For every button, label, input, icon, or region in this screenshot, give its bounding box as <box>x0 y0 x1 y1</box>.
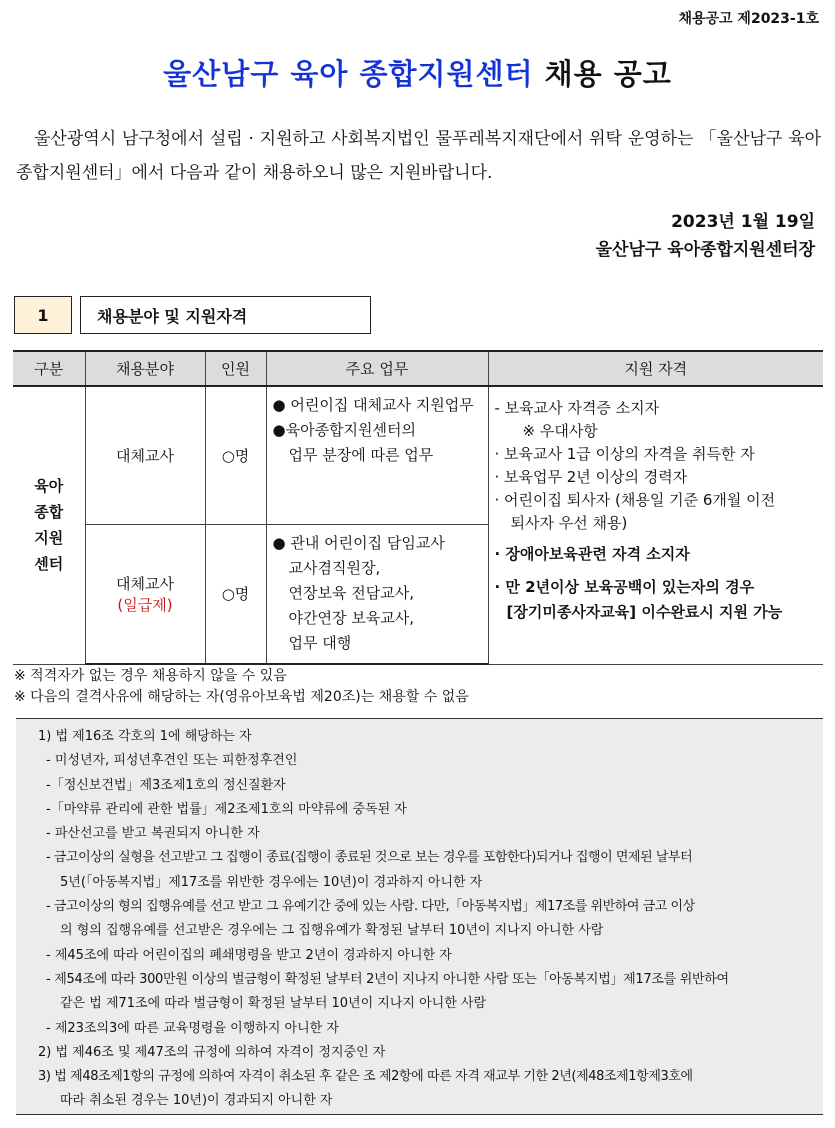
duty-item: 교사겸직원장, <box>288 558 381 577</box>
qualification-item: [장기미종사자교육] 이수완료시 지원 가능 <box>506 603 783 621</box>
duty-item: ● 관내 어린이집 담임교사 <box>272 533 445 552</box>
header-field: 채용분야 <box>85 351 205 386</box>
title-suffix: 채용 공고 <box>544 57 672 91</box>
disqualification-item: 의 형의 집행유예를 선고받은 경우에는 그 집행유예가 확정된 날부터 10년이 지나지 아니한 사람 <box>60 923 604 939</box>
disqualification-item: -「마약류 관리에 관한 법률」제2조제1호의 마약류에 중독된 자 <box>46 801 407 817</box>
recruitment-table <box>13 350 823 665</box>
disqualification-item: - 제23조의3에 따른 교육명령을 이행하지 아니한 자 <box>46 1020 339 1036</box>
disqualification-item: 1) 법 제16조 각호의 1에 해당하는 자 <box>38 729 252 744</box>
qualification-item: - 보육교사 자격증 소지자 <box>494 399 660 417</box>
disqualification-item: 3) 법 제48조제1항의 규정에 의하여 자격이 취소된 후 같은 조 제2항에 따른 자격 재교부 기한 2년(제48조제1항제3호에 <box>38 1069 693 1085</box>
category-text: 종합 <box>34 503 64 522</box>
field-cell <box>85 386 205 524</box>
disqualification-item: 5년(「아동복지법」제17조를 위반한 경우에는 10년)이 경과하지 아니한 자 <box>60 874 483 890</box>
qualification-item: · 보육교사 1급 이상의 자격을 취득한 자 <box>494 445 755 463</box>
disqualification-item: - 제45조에 따라 어린이집의 폐쇄명령을 받고 2년이 경과하지 아니한 자 <box>46 947 452 963</box>
duty-item: 야간연장 보육교사, <box>288 608 414 627</box>
duty-item: 업무 대행 <box>288 633 352 652</box>
field-cell <box>85 524 205 664</box>
qualifications-cell <box>488 386 823 664</box>
announcement-number: 채용공고 제2023-1호 <box>678 11 819 27</box>
section-number: 1 <box>14 296 72 334</box>
disqualification-item: - 금고이상의 형의 집행유예를 선고 받고 그 유예기간 중에 있는 사람. 다만,「아동복지법」제17조를 위반하여 금고 이상 <box>46 899 695 915</box>
section-title: 채용분야 및 지원자격 <box>80 296 371 334</box>
category-text: 센터 <box>34 555 64 574</box>
count-cell: ○명 <box>205 386 266 524</box>
disqualification-item: - 금고이상의 실형을 선고받고 그 집행이 종료(집행이 종료된 것으로 보는 경우를 포함한다)되거나 집행이 면제된 날부터 <box>46 850 693 866</box>
intro-paragraph: 울산광역시 남구청에서 설립 · 지원하고 사회복지법인 물푸레복지재단에서 위탁 운영하는 「울산남구 육아종합지원센터」에서 다음과 같이 채용하오니 많은 지원바랍니다. <box>16 129 821 183</box>
header-count: 인원 <box>205 351 266 386</box>
note-item: ※ 적격자가 없는 경우 채용하지 않을 수 있음 <box>14 668 287 684</box>
note-item: ※ 다음의 결격사유에 해당하는 자(영유아보육법 제20조)는 채용할 수 없음 <box>14 689 469 705</box>
disqualification-item: - 파산선고를 받고 복권되지 아니한 자 <box>46 826 260 842</box>
header-duties: 주요 업무 <box>266 351 488 386</box>
disqualification-item: 같은 법 제71조에 따라 벌금형이 확정된 날부터 10년이 지나지 아니한 사람 <box>60 996 487 1012</box>
duty-item: 연장보육 전담교사, <box>288 583 414 602</box>
header-category: 구분 <box>13 351 85 386</box>
qualification-item: · 만 2년이상 보육공백이 있는자의 경우 <box>494 578 755 596</box>
category-text: 육아 <box>34 477 64 496</box>
table-row <box>13 386 823 524</box>
field-name: 대체교사 <box>116 446 174 465</box>
disqualification-item: -「정신보건법」제3조제1호의 정신질환자 <box>46 777 286 793</box>
qualification-item: ※ 우대사항 <box>522 422 598 440</box>
duty-item: ● 어린이집 대체교사 지원업무 <box>272 396 474 414</box>
qualification-item: · 어린이집 퇴사자 (채용일 기준 6개월 이전 <box>494 491 776 509</box>
qualification-item: 퇴사자 우선 채용) <box>510 514 628 532</box>
disqualification-item: 2) 법 제46조 및 제47조의 규정에 의하여 자격이 정지중인 자 <box>38 1044 386 1060</box>
count-cell: ○명 <box>205 524 266 664</box>
category-cell <box>13 386 85 664</box>
page-title <box>0 52 835 93</box>
duties-cell <box>266 524 488 664</box>
category-text: 지원 <box>34 529 64 548</box>
duty-item: ●육아종합지원센터의 <box>272 421 416 439</box>
duty-item: 업무 분장에 따른 업무 <box>288 446 434 464</box>
header-qualifications: 지원 자격 <box>488 351 823 386</box>
qualification-item: · 장애아보육관련 자격 소지자 <box>494 545 690 563</box>
title-organization: 울산남구 육아 종합지원센터 <box>163 57 534 91</box>
announcement-date: 2023년 1월 19일 <box>671 212 815 232</box>
notes <box>14 666 469 708</box>
disqualification-item: - 미성년자, 피성년후견인 또는 피한정후견인 <box>46 753 298 769</box>
disqualification-item: - 제54조에 따라 300만원 이상의 벌금형이 확정된 날부터 2년이 지나지 아니한 사람 또는「아동복지법」제17조를 위반하여 <box>46 971 729 987</box>
duties-cell <box>266 386 488 524</box>
disqualification-box <box>16 718 823 1115</box>
qualification-item: · 보육업무 2년 이상의 경력자 <box>494 468 688 486</box>
issuer: 울산남구 육아종합지원센터장 <box>595 240 815 260</box>
field-name: 대체교사 <box>116 574 174 593</box>
disqualification-item: 따라 취소된 경우는 10년)이 경과되지 아니한 자 <box>60 1093 333 1109</box>
table-header-row <box>13 351 823 386</box>
field-note: (일급제) <box>117 595 173 614</box>
